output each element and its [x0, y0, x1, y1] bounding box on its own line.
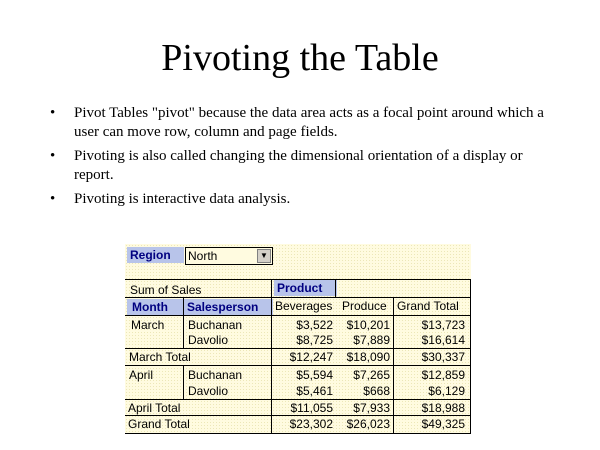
column-header: Grand Total	[397, 299, 459, 313]
bullet-item	[48, 190, 548, 209]
row-field-month-button[interactable]: Month	[127, 299, 187, 315]
pivot-table	[125, 244, 471, 434]
bullet-icon: •	[50, 191, 56, 207]
column-header: Beverages	[275, 299, 333, 313]
divider	[393, 297, 394, 434]
bullet-text: Pivoting is interactive data analysis.	[74, 191, 291, 207]
value-cell: $10,201	[346, 318, 390, 332]
divider	[470, 279, 471, 434]
divider	[183, 365, 184, 399]
value-cell: $5,594	[296, 368, 333, 382]
divider	[271, 297, 272, 434]
divider	[125, 348, 471, 349]
subtotal-value: $12,247	[289, 350, 333, 364]
value-cell: $7,265	[353, 368, 390, 382]
bullet-icon: •	[50, 148, 56, 164]
divider	[335, 279, 336, 297]
bullet-icon: •	[50, 105, 56, 121]
value-cell: $12,859	[421, 368, 465, 382]
grand-total-value: $26,023	[346, 417, 390, 431]
grand-total-value: $49,325	[421, 417, 465, 431]
row-label-salesperson: Davolio	[188, 333, 229, 347]
divider	[125, 279, 471, 280]
divider	[125, 297, 471, 298]
value-cell: $5,461	[296, 384, 333, 398]
subtotal-value: $30,337	[421, 350, 465, 364]
chevron-down-icon[interactable]: ▼	[257, 249, 271, 263]
column-field-button[interactable]: Product	[274, 280, 337, 296]
bullet-item	[48, 147, 548, 185]
bullet-item	[48, 104, 548, 142]
subtotal-value: $7,933	[353, 401, 390, 415]
row-label-month: April	[129, 368, 154, 382]
bullet-list	[48, 104, 548, 214]
region-select[interactable]	[185, 247, 273, 265]
value-cell: $16,614	[421, 333, 465, 347]
value-cell: $8,725	[296, 333, 333, 347]
bullet-text: Pivot Tables "pivot" because the data area acts as a focal point around which a user can move row, column and page fields.	[74, 105, 544, 140]
divider	[183, 297, 184, 348]
subtotal-value: $11,055	[290, 401, 333, 415]
divider	[125, 415, 471, 416]
region-select-value: North	[188, 249, 218, 263]
value-cell: $668	[363, 384, 390, 398]
subtotal-label: April Total	[128, 401, 181, 415]
row-label-salesperson: Davolio	[188, 384, 229, 398]
subtotal-label: March Total	[129, 350, 191, 364]
grand-total-value: $23,302	[289, 417, 333, 431]
column-header: Produce	[342, 299, 387, 313]
divider	[125, 399, 471, 400]
divider	[125, 433, 471, 434]
page-field-button[interactable]: Region	[127, 247, 184, 263]
value-cell: $6,129	[428, 384, 465, 398]
value-cell: $13,723	[421, 318, 465, 332]
value-cell: $7,889	[353, 333, 390, 347]
row-label-month: March	[131, 318, 165, 332]
value-cell: $3,522	[296, 318, 333, 332]
grand-total-label: Grand Total	[128, 417, 190, 431]
subtotal-value: $18,988	[421, 401, 465, 415]
divider	[125, 365, 471, 366]
data-field-label[interactable]: Sum of Sales	[130, 283, 202, 297]
row-label-salesperson: Buchanan	[188, 368, 243, 382]
slide-title: Pivoting the Table	[161, 37, 439, 79]
row-label-salesperson: Buchanan	[188, 318, 243, 332]
subtotal-value: $18,090	[346, 350, 390, 364]
bullet-text: Pivoting is also called changing the dimensional orientation of a display or report.	[74, 148, 523, 183]
divider	[271, 279, 272, 297]
divider	[125, 315, 471, 316]
row-field-salesperson-button[interactable]: Salesperson	[184, 299, 273, 315]
